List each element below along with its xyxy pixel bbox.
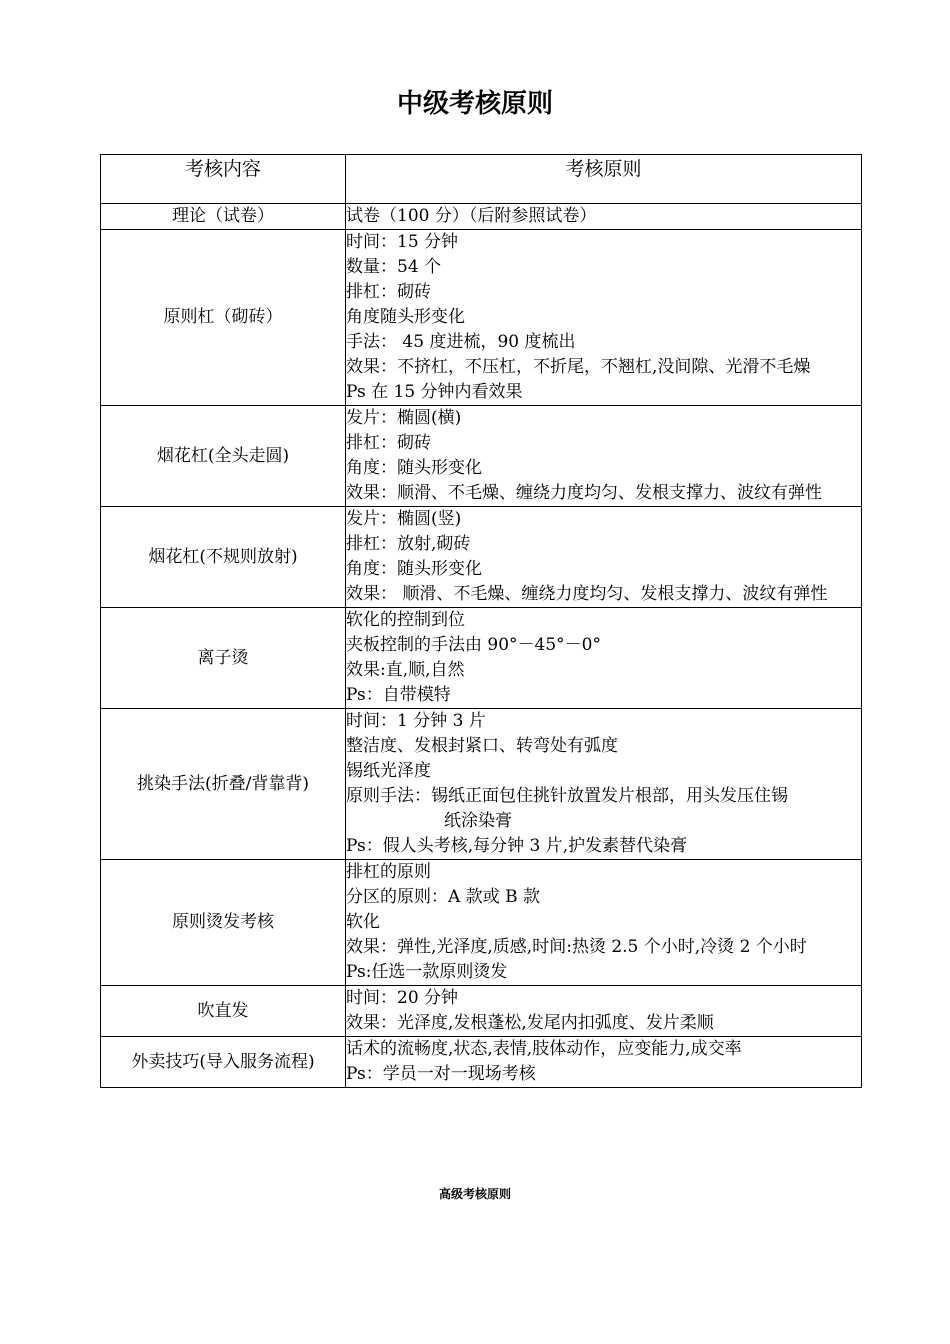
- table-row: [101, 230, 862, 406]
- principle-cell: [346, 709, 862, 860]
- principle-line: 排杠：砌砖: [346, 433, 431, 453]
- principle-line: 时间：20 分钟: [346, 988, 459, 1008]
- principle-cell: [346, 230, 862, 406]
- principle-line: 效果:直,顺,自然: [346, 660, 465, 680]
- principle-line: 数量：54 个: [346, 257, 442, 277]
- principle-cell: [346, 1037, 862, 1088]
- table-row: [101, 709, 862, 860]
- principle-line: 纸涂染膏: [444, 811, 512, 831]
- table-row: [101, 1037, 862, 1088]
- principle-line: 效果：光泽度,发根蓬松,发尾内扣弧度、发片柔顺: [346, 1013, 714, 1033]
- principle-cell: [346, 986, 862, 1037]
- principle-line: 角度随头形变化: [346, 307, 465, 327]
- item-cell: 烟花杠(不规则放射): [101, 507, 346, 608]
- principle-line: 夹板控制的手法由 90°－45°－0°: [346, 635, 601, 655]
- principle-line: 软化: [346, 912, 380, 932]
- principle-cell: [346, 406, 862, 507]
- principle-line: 时间：1 分钟 3 片: [346, 711, 486, 731]
- header-label: 考核内容: [184, 158, 261, 180]
- principle-line: 排杠：砌砖: [346, 282, 431, 302]
- principle-line: 时间：15 分钟: [346, 232, 459, 252]
- principle-line: Ps:任选一款原则烫发: [346, 962, 508, 982]
- principle-line: 发片：椭圆(竖): [346, 509, 462, 529]
- principle-line: 整洁度、发根封紧口、转弯处有弧度: [346, 736, 618, 756]
- header-cell-content: [101, 155, 346, 204]
- principle-line: 效果：弹性,光泽度,质感,时间:热烫 2.5 个小时,冷烫 2 个小时: [346, 937, 807, 957]
- item-cell: 烟花杠(全头走圆): [101, 406, 346, 507]
- table-row: [101, 986, 862, 1037]
- principle-line: 角度：随头形变化: [346, 458, 482, 478]
- principle-line: 软化的控制到位: [346, 610, 465, 630]
- principle-line: Ps：自带模特: [346, 685, 451, 705]
- principle-line: Ps：假人头考核,每分钟 3 片,护发素替代染膏: [346, 836, 688, 856]
- assessment-table: [100, 154, 862, 1088]
- principle-line: 效果：顺滑、不毛燥、缠绕力度均匀、发根支撑力、波纹有弹性: [346, 483, 822, 503]
- principle-line: 排杠：放射,砌砖: [346, 534, 471, 554]
- principle-line: 效果： 顺滑、不毛燥、缠绕力度均匀、发根支撑力、波纹有弹性: [346, 584, 828, 604]
- principle-line: 原则手法：锡纸正面包住挑针放置发片根部，用头发压住锡: [346, 786, 788, 806]
- principle-line: 角度：随头形变化: [346, 559, 482, 579]
- item-cell: 原则烫发考核: [101, 860, 346, 986]
- header-cell-principle: [346, 155, 862, 204]
- principle-cell: [346, 204, 862, 230]
- item-cell: 挑染手法(折叠/背靠背): [101, 709, 346, 860]
- principle-line: 排杠的原则: [346, 862, 431, 882]
- page-title: 中级考核原则: [396, 89, 553, 119]
- item-cell: 外卖技巧(导入服务流程): [101, 1037, 346, 1088]
- principle-cell: [346, 507, 862, 608]
- table-row: [101, 507, 862, 608]
- principle-line: Ps 在 15 分钟内看效果: [346, 382, 523, 402]
- principle-cell: [346, 608, 862, 709]
- principle-line: 锡纸光泽度: [346, 761, 431, 781]
- item-cell: 原则杠（砌砖）: [101, 230, 346, 406]
- principle-line: 分区的原则：A 款或 B 款: [346, 887, 540, 907]
- header-label: 考核原则: [565, 158, 642, 180]
- item-cell: 吹直发: [101, 986, 346, 1037]
- table-row: [101, 204, 862, 230]
- principle-line: 手法： 45 度进梳，90 度梳出: [346, 332, 576, 352]
- table-row: [101, 608, 862, 709]
- principle-line: 试卷（100 分）（后附参照试卷）: [346, 206, 597, 226]
- principle-line: 效果：不挤杠，不压杠，不折尾，不翘杠,没间隙、光滑不毛燥: [346, 357, 811, 377]
- principle-line: Ps：学员一对一现场考核: [346, 1064, 536, 1084]
- principle-cell: [346, 860, 862, 986]
- principle-line: 发片：椭圆(横): [346, 408, 462, 428]
- item-cell: 理论（试卷）: [101, 204, 346, 230]
- section-subtitle: 高级考核原则: [438, 1187, 511, 1201]
- item-cell: 离子烫: [101, 608, 346, 709]
- principle-line: 话术的流畅度,状态,表情,肢体动作，应变能力,成交率: [346, 1039, 742, 1059]
- table-row: [101, 406, 862, 507]
- table-header-row: [101, 155, 862, 204]
- table-row: [101, 860, 862, 986]
